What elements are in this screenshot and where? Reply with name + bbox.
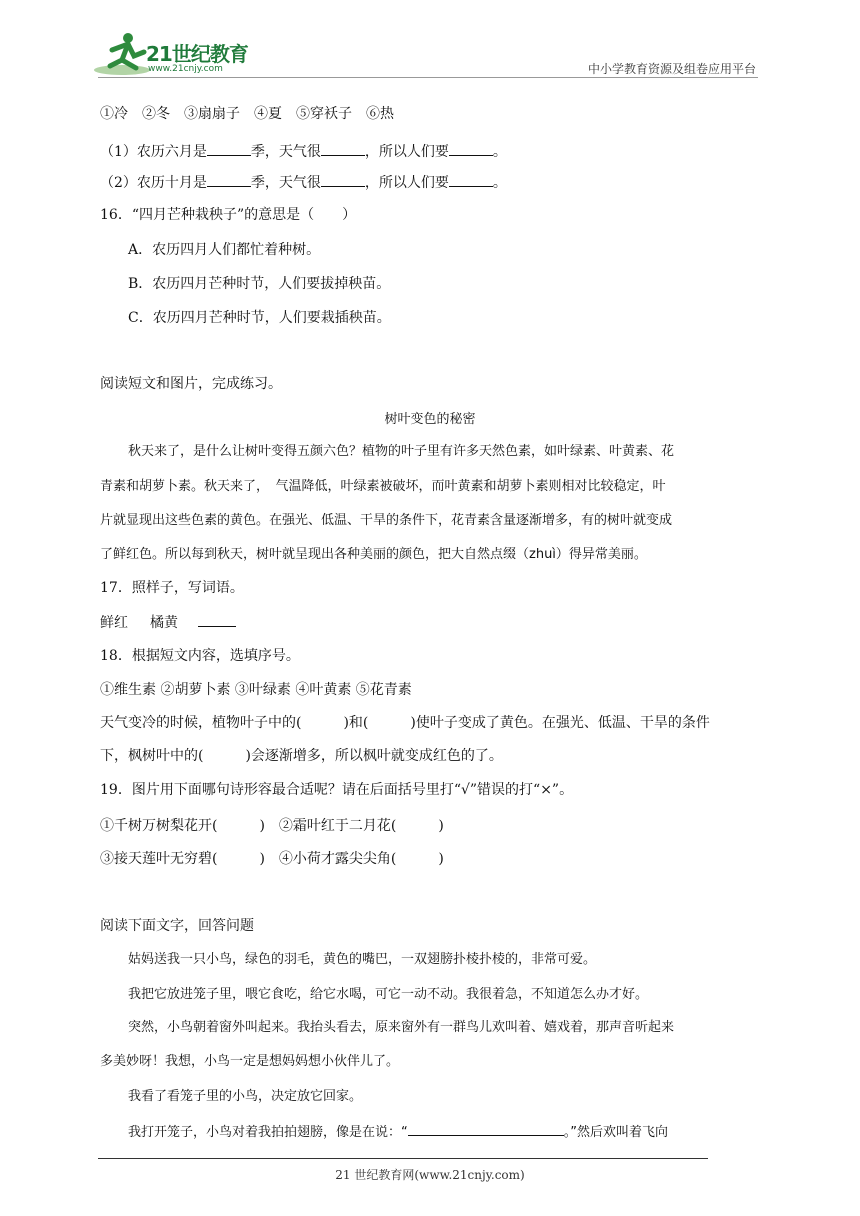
reading2-paragraph: 姑妈送我一只小鸟，绿色的羽毛，黄色的嘴巴，一双翅膀扑棱扑棱的，非常可爱。 (128, 952, 597, 967)
q18-stem: 18．根据短文内容，选填序号。 (100, 648, 300, 664)
logo-url: www.21cnjy.com (148, 64, 223, 74)
reading2-paragraph-with-blank (128, 1121, 668, 1143)
reading2-paragraph: 我把它放进笼子里，喂它食吃，给它水喝，可它一动不动。我很着急，不知道怎么办才好。 (128, 987, 649, 1002)
reading2-paragraph: 多美妙呀！我想，小鸟一定是想妈妈想小伙伴儿了。 (100, 1054, 400, 1069)
q17-examples (100, 612, 236, 633)
q19-line: ①千树万树梨花开( ) ②霜叶红于二月花( ) (100, 818, 444, 834)
q16-stem: 16．“四月芒种栽秧子”的意思是（ ） (100, 207, 357, 223)
q18-line: 下，枫树叶中的( )会逐渐增多，所以枫叶就变成红色的了。 (100, 748, 503, 764)
answer-blank[interactable] (449, 141, 493, 156)
q17-example-2: 橘黄 (150, 615, 178, 631)
reading2-p5-b: 。”然后欢叫着飞向 (563, 1125, 668, 1140)
answer-blank[interactable] (321, 141, 365, 156)
answer-blank[interactable] (198, 612, 236, 627)
reading2-intro: 阅读下面文字，回答问题 (100, 918, 254, 934)
q15-options: ①冷 ②冬 ③扇扇子 ④夏 ⑤穿袄子 ⑥热 (100, 106, 394, 122)
q18-line: 天气变冷的时候，植物叶子中的( )和( )使叶子变成了黄色。在强光、低温、干旱的条件 (100, 715, 710, 731)
reading1-title: 树叶变色的秘密 (384, 412, 476, 427)
q15-p1-a: （1）农历六月是 (100, 144, 207, 160)
reading1-line: 了鲜红色。所以每到秋天，树叶就呈现出各种美丽的颜色，把大自然点缀（zhuì）得异常美丽。 (100, 547, 647, 562)
q15-p1-b: 季，天气很 (250, 144, 321, 160)
q15-p2-b: 季，天气很 (250, 175, 321, 191)
q15-p2-a: （2）农历十月是 (100, 175, 207, 191)
q15-p1-d: 。 (492, 144, 507, 160)
q19-line: ③接天莲叶无穷碧( ) ④小荷才露尖尖角( ) (100, 851, 444, 867)
logo-title: 21世纪教育 (146, 42, 248, 66)
q17-stem: 17．照样子，写词语。 (100, 580, 244, 596)
answer-blank[interactable] (207, 172, 251, 187)
q15-p2-c: ，所以人们要 (364, 175, 449, 191)
q15-part2 (100, 172, 507, 193)
answer-blank[interactable] (321, 172, 365, 187)
reading1-line: 秋天来了，是什么让树叶变得五颜六色？植物的叶子里有许多天然色素，如叶绿素、叶黄素、花 (128, 444, 675, 459)
reading2-paragraph: 突然，小鸟朝着窗外叫起来。我抬头看去，原来窗外有一群鸟儿欢叫着、嬉戏着，那声音听起来 (128, 1020, 675, 1035)
q15-part1 (100, 141, 507, 162)
reading1-intro: 阅读短文和图片，完成练习。 (100, 376, 282, 392)
answer-blank[interactable] (449, 172, 493, 187)
q16-option-c[interactable]: C．农历四月芒种时节，人们要栽插秧苗。 (128, 310, 391, 326)
platform-name: 中小学教育资源及组卷应用平台 (587, 62, 756, 76)
reading2-paragraph: 我看了看笼子里的小鸟，决定放它回家。 (128, 1089, 363, 1104)
q19-stem: 19．图片用下面哪句诗形容最合适呢？请在后面括号里打“√”错误的打“×”。 (100, 782, 574, 798)
footer-text: 21 世纪教育网(www.21cnjy.com) (335, 1168, 525, 1182)
q18-options: ①维生素 ②胡萝卜素 ③叶绿素 ④叶黄素 ⑤花青素 (100, 682, 412, 698)
header-divider (98, 77, 758, 78)
q16-option-a[interactable]: A．农历四月人们都忙着种树。 (128, 242, 321, 258)
reading1-line: 青素和胡萝卜素。秋天来了， 气温降低，叶绿素被破坏，而叶黄素和胡萝卜素则相对比较稳定，叶 (100, 479, 666, 494)
answer-blank[interactable] (408, 1121, 564, 1136)
q15-p1-c: ，所以人们要 (364, 144, 449, 160)
reading1-line: 片就显现出这些色素的黄色。在强光、低温、干旱的条件下，花青素含量逐渐增多，有的树叶就变成 (100, 513, 673, 528)
q15-p2-d: 。 (492, 175, 507, 191)
answer-blank[interactable] (207, 141, 251, 156)
page-header (0, 0, 860, 80)
footer-divider (98, 1158, 708, 1159)
reading2-p5-a: 我打开笼子，小鸟对着我拍拍翅膀，像是在说：“ (128, 1125, 408, 1140)
q16-option-b[interactable]: B．农历四月芒种时节，人们要拔掉秧苗。 (128, 276, 391, 292)
q17-example-1: 鲜红 (100, 615, 128, 631)
